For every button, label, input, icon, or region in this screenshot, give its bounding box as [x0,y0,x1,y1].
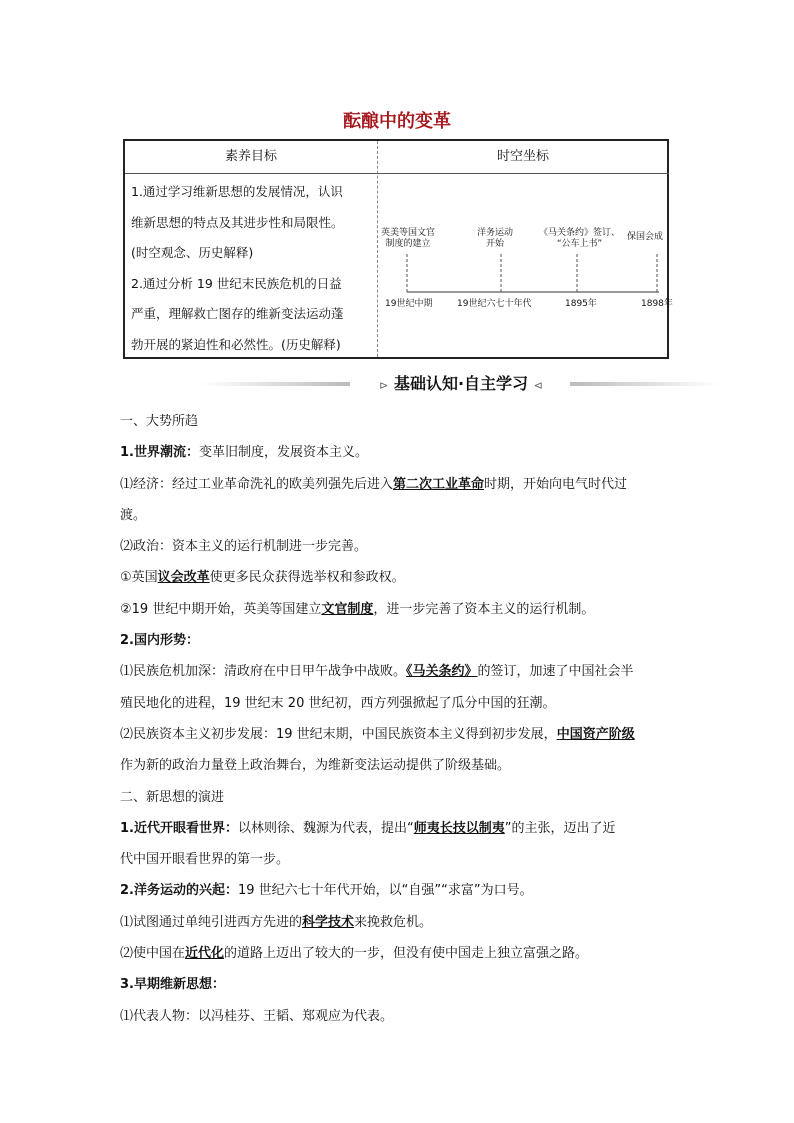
paragraph [120,594,680,625]
event-label: 开始 [486,239,505,249]
section-banner [200,372,720,396]
paragraph [120,938,680,969]
event-label: 保国会成 [627,232,664,242]
event-label: 《马关条约》签订、 [539,228,621,238]
key-term: 师夷长技以制夷 [413,820,505,836]
timeline-event [477,228,513,250]
event-label: 制度的建立 [385,239,431,249]
text: ，进一步完善了资本主义的运行机制。 [373,601,595,617]
event-label: 洋务运动 [477,228,514,238]
text: ⑴经济：经过工业革命洗礼的欧美列强先后进入 [120,476,394,492]
text: ⑴试图通过单纯引进西方先进的 [120,914,303,930]
timeline-event [539,228,620,250]
goal-line: 勃开展的紧迫性和必然性。(历史解释) [131,336,341,352]
text: 的签订，加速了中国社会半 [477,664,634,680]
timeline-event [627,232,663,243]
text: 时期，开始向电气时代过 [484,476,628,492]
timeline-event [381,228,435,250]
objectives-table [123,139,673,359]
paragraph [120,813,680,844]
text: ⑵使中国在 [120,946,186,962]
text: ”的主张，迈出了近 [504,820,616,836]
event-label: “公车上书” [556,239,603,249]
paragraph: 代中国开眼看世界的第一步。 [120,852,290,868]
key-term: 文官制度 [321,601,374,617]
content-body [120,406,680,1032]
timeline [379,174,673,358]
section-heading: 一、大势所趋 [120,414,199,429]
key-term: 科学技术 [302,914,355,930]
key-term: 议会改革 [157,570,210,586]
item-heading: 3.早期维新思想： [120,977,225,993]
text: ⑴民族危机加深：清政府在中日甲午战争中战败。 [120,664,407,680]
paragraph: 殖民地化的进程，19 世纪末 20 世纪初，西方列强掀起了瓜分中国的狂潮。 [120,695,556,711]
goal-line: (时空观念、历史解释) [131,245,254,260]
paragraph [120,875,680,906]
timeline-date: 1895年 [565,299,597,309]
banner-text: 基础认知·自主学习 [393,374,529,393]
timeline-date: 19世纪六七十年代 [457,299,532,309]
key-term: 中国资产阶级 [556,726,635,742]
text: 的道路上迈出了较大的一步，但没有使中国走上独立富强之路。 [224,946,589,962]
timeline-date: 1898年 [641,299,673,309]
banner-arrow-left-icon: ⊳ [379,379,389,392]
page-title: 酝酿中的变革 [343,111,451,132]
paragraph [120,907,680,938]
goal-line: 2.通过分析 19 世纪末民族危机的日益 [131,275,342,291]
goal-line: 维新思想的特点及其进步性和局限性。 [131,214,344,230]
paragraph [120,656,680,687]
paragraph: ⑵政治：资本主义的运行机制进一步完善。 [120,539,368,555]
text: 来挽救危机。 [354,914,433,930]
section-heading: 二、新思想的演进 [120,789,225,805]
key-term: 近代化 [185,946,225,962]
paragraph: 渡。 [120,507,147,523]
text: ⑵民族资本主义初步发展：19 世纪末期，中国民族资本主义得到初步发展， [120,726,557,742]
goal-line: 严重，理解救亡图存的维新变法运动蓬 [131,306,344,321]
banner-bar-left [200,382,350,386]
paragraph [120,469,680,500]
timeline-date: 19世纪中期 [385,299,433,309]
table-header-goals: 素养目标 [125,141,377,174]
item-heading: 1.近代开眼看世界： [120,820,238,836]
text: ①英国 [120,570,158,586]
item-heading: 1.世界潮流： [120,445,199,461]
banner-title [352,372,570,398]
timeline-axis [379,174,669,358]
text: 使更多民众获得选举权和参政权。 [209,570,405,586]
key-term: 第二次工业革命 [393,476,485,492]
goals-list [131,177,373,360]
paragraph [120,719,680,750]
paragraph: ⑴代表人物：以冯桂芬、王韬、郑观应为代表。 [120,1008,394,1024]
table-divider [377,141,378,357]
event-label: 英美等国文官 [381,228,436,238]
table-header-timeline: 时空坐标 [377,141,669,174]
paragraph: 作为新的政治力量登上政治舞台，为维新变法运动提供了阶级基础。 [120,758,511,774]
goal-line: 1.通过学习维新思想的发展情况，认识 [131,184,343,199]
text: 变革旧制度，发展资本主义。 [198,445,368,461]
paragraph [120,562,680,593]
banner-bar-right [570,382,720,386]
key-term: 《马关条约》 [406,664,478,680]
item-heading: 2.国内形势： [120,633,199,649]
text: ②19 世纪中期开始，英美等国建立 [120,601,322,617]
item-heading: 2.洋务运动的兴起： [120,883,238,899]
text: 以林则徐、魏源为代表，提出“ [237,820,414,836]
banner-arrow-right-icon: ⊲ [533,379,543,392]
paragraph [120,437,680,468]
text: 19 世纪六七十年代开始，以“自强”“求富”为口号。 [237,883,533,899]
